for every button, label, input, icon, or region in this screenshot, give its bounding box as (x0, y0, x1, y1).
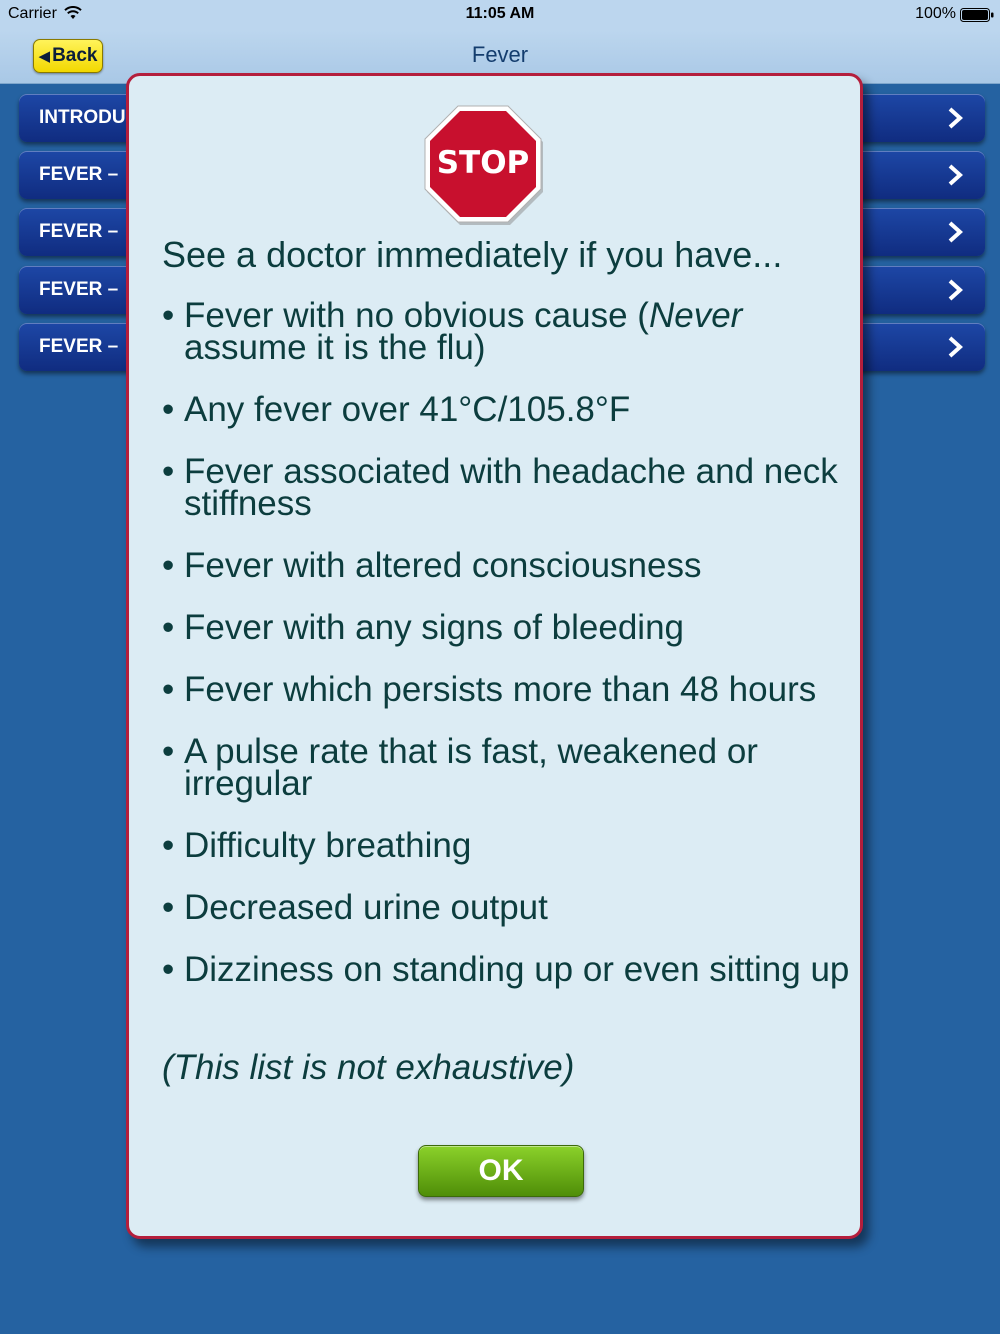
stop-sign-label: STOP (436, 145, 530, 181)
battery-icon (960, 8, 994, 22)
page-title: Fever (471, 42, 529, 67)
list-item: • Any fever over 41°C/105.8°F (162, 390, 631, 429)
disclaimer-note: (This list is not exhaustive) (162, 1048, 575, 1087)
menu-item-label: FEVER – (39, 336, 119, 357)
status-time: 11:05 AM (465, 5, 535, 22)
chevron-right-icon (947, 336, 963, 358)
list-item: • Fever with any signs of bleeding (162, 608, 684, 647)
list-item: • Decreased urine output (162, 888, 548, 927)
ok-button[interactable]: OK (418, 1145, 584, 1197)
list-item: • A pulse rate that is fast, weakened or irregular (162, 732, 758, 803)
carrier-label: Carrier (8, 5, 57, 22)
chevron-right-icon (947, 107, 963, 129)
status-bar (0, 0, 1000, 30)
list-item: • Fever associated with headache and neck stiffness (162, 452, 838, 523)
chevron-right-icon (947, 279, 963, 301)
menu-item-label: FEVER – (39, 221, 119, 242)
menu-item-label: FEVER – (39, 279, 119, 300)
list-item: • Difficulty breathing (162, 826, 472, 865)
list-item: • Fever which persists more than 48 hours (162, 670, 817, 709)
list-item: • Fever with altered consciousness (162, 546, 702, 585)
menu-item-label: FEVER – (39, 164, 119, 185)
stop-sign-icon (422, 103, 544, 225)
chevron-right-icon (947, 164, 963, 186)
warning-modal (126, 73, 863, 1239)
battery-percent: 100% (915, 5, 956, 22)
chevron-right-icon (947, 221, 963, 243)
symptom-list (162, 296, 862, 1016)
list-item: • Dizziness on standing up or even sitting up (162, 950, 850, 989)
list-item: • Fever with no obvious cause (Never assume it is the flu) (162, 296, 743, 367)
modal-heading: See a doctor immediately if you have... (162, 234, 783, 275)
menu-item-label: INTRODU (39, 107, 126, 128)
back-button-label: Back (52, 45, 98, 66)
chevron-left-icon: ◀ (38, 48, 51, 65)
